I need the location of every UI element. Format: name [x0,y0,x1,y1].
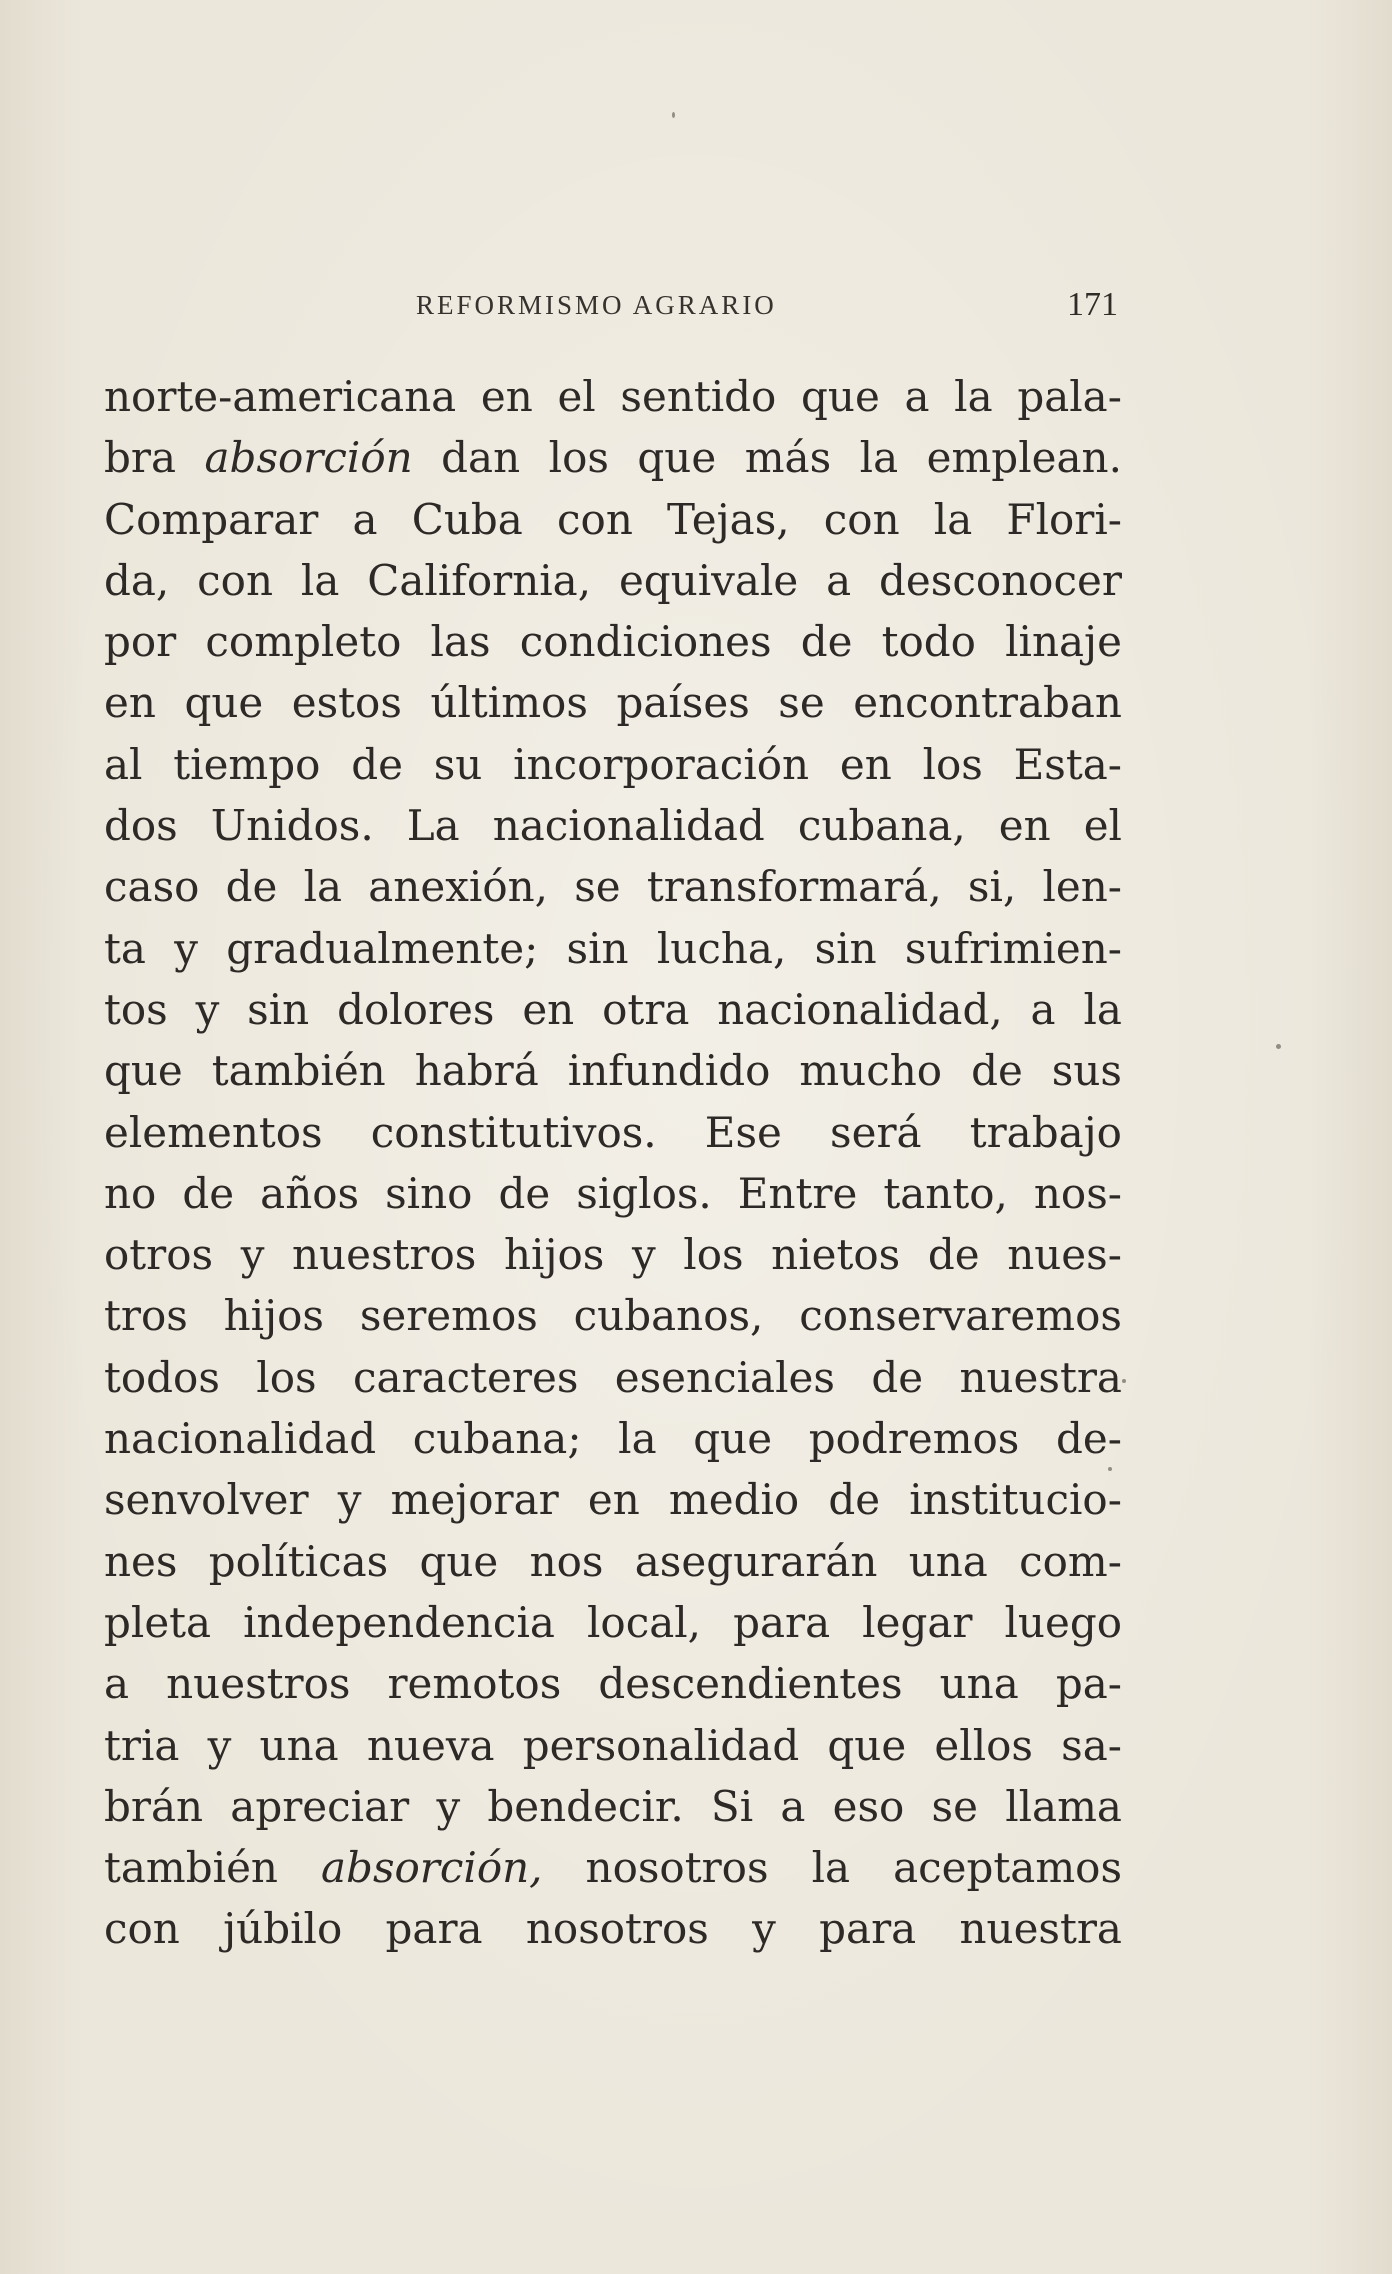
word: constitutivos. [370,1107,657,1157]
word: local, [586,1597,702,1647]
text-line [104,1163,1122,1224]
word: pa- [1055,1659,1122,1709]
word: y [337,1475,362,1525]
word: bendecir. [487,1781,684,1831]
word: a [1030,984,1056,1034]
text-line [104,1285,1122,1346]
word: da, [104,555,170,605]
word: una [908,1536,988,1586]
word: años [260,1168,360,1218]
word: el [557,372,596,421]
word: de [871,1352,924,1402]
word: más [744,433,832,483]
word: a [826,555,852,605]
word: sentido [620,372,777,421]
word: y [436,1781,461,1831]
word: los [922,739,983,789]
word: nacionalidad, [717,984,1003,1034]
word: la [303,862,343,912]
word: los [683,1230,744,1280]
word: se [931,1781,978,1831]
word: ta [104,923,146,973]
word: Cuba [411,494,523,544]
paper-speck [672,112,675,118]
word: para [819,1904,917,1954]
word: si, [967,862,1017,912]
word: sino [385,1168,473,1218]
word: sin [247,984,310,1034]
paper-speck [1122,1379,1126,1383]
word: y [195,984,220,1034]
text-line [104,795,1122,856]
word: pleta [104,1597,212,1647]
word: su [433,739,483,789]
word: Ese [704,1107,782,1157]
word: en [587,1475,640,1525]
word: a [780,1781,806,1831]
word: nosotros [585,1843,769,1893]
word: incorporación [513,739,810,789]
text-line [104,1102,1122,1163]
text-line [104,918,1122,979]
word: hijos [503,1230,605,1280]
word: podremos [808,1414,1020,1464]
text-line [104,1040,1122,1101]
word: ellos [934,1720,1033,1770]
word: medio [668,1475,800,1525]
word: siglos. [576,1168,712,1218]
word: por [104,617,177,667]
word: tanto, [883,1168,1008,1218]
word: con [823,494,900,544]
running-head [104,286,1122,334]
word: de [971,1046,1023,1096]
body-text [104,366,1122,1960]
word: a [904,372,930,421]
word: otra [602,984,690,1034]
word: personalidad [522,1720,800,1770]
word: en [104,678,156,728]
text-line [104,366,1122,427]
word: linaje [1005,617,1122,667]
word: la [300,555,340,605]
word: también [211,1046,386,1096]
word: apreciar [230,1781,410,1831]
word: Si [710,1781,754,1831]
word: cubana, [797,801,966,851]
word: mejorar [390,1475,559,1525]
word: la [859,433,899,483]
text-line [104,611,1122,672]
word: La [406,801,460,851]
word: institucio- [909,1475,1122,1525]
word: en [480,372,533,421]
word: tos [104,984,168,1034]
word: elementos [104,1107,323,1157]
word: nuestra [959,1352,1122,1402]
word: completo [205,617,402,667]
word: se [574,862,621,912]
page-number: 171 [1067,286,1118,323]
word: independencia [243,1597,555,1647]
word: sufrimien- [904,923,1122,973]
text-line [104,1776,1122,1837]
word: senvolver [104,1475,309,1525]
word: que [637,433,717,483]
word: cubana; [412,1414,582,1464]
text-line [104,1898,1122,1959]
word: tros [104,1291,188,1341]
word: una [939,1659,1019,1709]
word: de [800,617,853,667]
word: nosotros [525,1904,709,1954]
word: en [998,801,1051,851]
text-line [104,1837,1122,1898]
word: que [693,1414,773,1464]
word: hijos [223,1291,324,1341]
word: aceptamos [893,1843,1122,1893]
word: nues- [1007,1230,1122,1280]
word: nuestros [166,1659,351,1709]
text-line [104,550,1122,611]
word: luego [1004,1597,1122,1647]
word: California, [367,555,592,605]
word: Unidos. [210,801,374,851]
word: y [207,1720,232,1770]
word: dan [441,433,521,483]
word: de- [1056,1414,1122,1464]
italic-word: absorción, [321,1843,543,1893]
text-line [104,1224,1122,1285]
word: estos [291,678,402,728]
word: en [839,739,892,789]
text-line [104,672,1122,733]
text-line [104,1531,1122,1592]
word: conservaremos [799,1291,1122,1341]
word: de [498,1168,551,1218]
word: de [927,1230,980,1280]
word: cubanos, [573,1291,764,1341]
text-line [104,734,1122,795]
text-line [104,1469,1122,1530]
word: Tejas, [667,494,790,544]
word: será [830,1107,922,1157]
word: norte-americana [104,372,457,421]
word: con [104,1904,180,1954]
word: los [256,1352,317,1402]
word: últimos [430,678,588,728]
word: legar [862,1597,973,1647]
word: que [827,1720,907,1770]
word: el [1083,801,1122,851]
word: llama [1005,1781,1122,1831]
word: transformará, [646,862,942,912]
word: que [801,372,880,421]
word: nuestra [959,1904,1122,1954]
word: sus [1051,1046,1122,1096]
word: la [954,372,993,421]
word: desconocer [879,555,1122,605]
italic-word: absorción [204,433,413,483]
word: pala- [1017,372,1122,421]
word: dolores [337,984,495,1034]
word: len- [1042,862,1122,912]
word: com- [1019,1536,1122,1586]
text-line [104,489,1122,550]
word: sin [566,923,629,973]
word: otros [104,1230,214,1280]
word: y [174,923,198,973]
word: de [828,1475,881,1525]
word: nos- [1033,1168,1122,1218]
word: gradualmente; [226,923,539,973]
text-line [104,427,1122,488]
word: bra [104,433,177,483]
word: con [557,494,633,544]
word: países [616,678,750,728]
word: infundido [567,1046,771,1096]
word: sa- [1061,1720,1122,1770]
word: una [259,1720,339,1770]
word: que [419,1536,499,1586]
word: equivale [618,555,799,605]
word: que [104,1046,183,1096]
word: nuestros [292,1230,477,1280]
word: descendientes [598,1659,903,1709]
word: condiciones [519,617,772,667]
text-line [104,1653,1122,1714]
word: no [104,1168,157,1218]
word: nietos [771,1230,901,1280]
word: la [933,494,973,544]
word: de [225,862,278,912]
text-line [104,1592,1122,1653]
word: la [811,1843,851,1893]
word: la [618,1414,657,1464]
word: nueva [366,1720,495,1770]
word: de [182,1168,235,1218]
word: nos [529,1536,604,1586]
word: remotos [387,1659,562,1709]
word: mucho [799,1046,943,1096]
word: caso [104,862,200,912]
text-line [104,856,1122,917]
word: y [752,1904,776,1954]
word: a [104,1659,130,1709]
word: seremos [359,1291,538,1341]
word: Flori- [1006,494,1122,544]
word: todo [881,617,976,667]
word: que [184,678,264,728]
word: al [104,739,143,789]
paper-speck [1108,1467,1112,1471]
word: y [240,1230,265,1280]
word: encontraban [853,678,1122,728]
word: trabajo [969,1107,1122,1157]
word: la [1083,984,1122,1034]
word: y [631,1230,656,1280]
word: para [733,1597,831,1647]
word: habrá [414,1046,539,1096]
word: anexión, [368,862,549,912]
word: dos [104,801,178,851]
word: emplean. [926,433,1122,483]
word: eso [832,1781,905,1831]
text-line [104,1408,1122,1469]
word: de [351,739,403,789]
text-line [104,1347,1122,1408]
word: también [104,1843,278,1893]
word: se [778,678,825,728]
word: nacionalidad [104,1414,377,1464]
word: Entre [737,1168,858,1218]
word: nes [104,1536,178,1586]
word: políticas [208,1536,389,1586]
text-line [104,979,1122,1040]
word: esenciales [614,1352,835,1402]
paper-speck [1276,1044,1281,1049]
word: nacionalidad [492,801,765,851]
word: Comparar [104,494,319,544]
word: las [430,617,491,667]
word: asegurarán [634,1536,878,1586]
word: lucha, [656,923,787,973]
word: tria [104,1720,180,1770]
word: júbilo [223,1904,343,1954]
word: caracteres [352,1352,579,1402]
word: sin [814,923,877,973]
word: todos [104,1352,220,1402]
word: los [548,433,609,483]
word: Esta- [1013,739,1122,789]
word: a [352,494,378,544]
word: brán [104,1781,204,1831]
text-line [104,1715,1122,1776]
word: para [385,1904,483,1954]
word: con [197,555,274,605]
word: en [522,984,575,1034]
running-head-title: REFORMISMO AGRARIO [416,290,777,320]
word: tiempo [173,739,321,789]
